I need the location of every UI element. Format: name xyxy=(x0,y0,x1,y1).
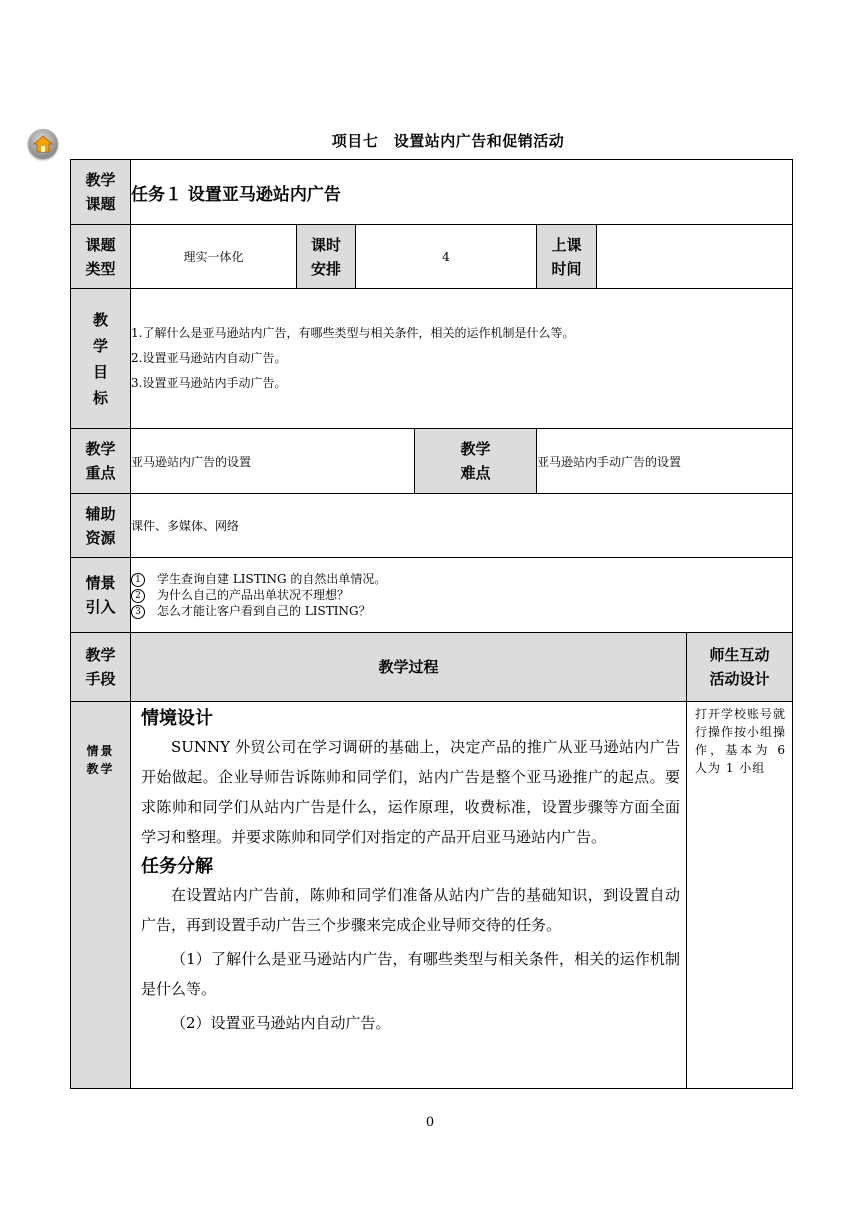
topic-value: 任务１ 设置亚马逊站内广告 xyxy=(131,160,793,225)
step-1: （1）了解什么是亚马逊站内广告，有哪些类型与相关条件，相关的运作机制是什么等。 xyxy=(141,950,680,998)
goal-item: 1.了解什么是亚马逊站内广告，有哪些类型与相关条件，相关的运作机制是什么等。 xyxy=(131,326,575,340)
goal-item: 3.设置亚马逊站内手动广告。 xyxy=(131,376,287,390)
method-header: 教学 手段 xyxy=(71,633,131,702)
intro-label: 情景 引入 xyxy=(71,558,131,633)
time-label: 上课 时间 xyxy=(537,225,597,289)
focus-label: 教学 重点 xyxy=(71,429,131,494)
method-value: 情景 教学 xyxy=(71,702,131,1089)
intro-item: 1 学生查询自建 LISTING 的自然出单情况。 xyxy=(131,571,792,587)
circled-number: 2 xyxy=(131,589,145,603)
intro-item: 2 为什么自己的产品出单状况不理想？ xyxy=(131,587,792,603)
process-header: 教学过程 xyxy=(131,633,687,702)
time-value xyxy=(597,225,793,289)
resources-label: 辅助 资源 xyxy=(71,494,131,558)
page-number: 0 xyxy=(425,1115,435,1130)
goal-item: 2.设置亚马逊站内自动广告。 xyxy=(131,351,287,365)
intro-item: 3 怎么才能让客户看到自己的 LISTING？ xyxy=(131,603,792,619)
hours-value: 4 xyxy=(356,225,537,289)
page-title: 项目七 设置站内广告和促销活动 xyxy=(331,132,565,150)
resources-value: 课件、多媒体、网络 xyxy=(131,494,793,558)
lesson-table xyxy=(70,159,793,1089)
type-label: 课题 类型 xyxy=(71,225,131,289)
lesson-plan xyxy=(70,159,792,1089)
hours-label: 课时 安排 xyxy=(297,225,356,289)
difficulty-value: 亚马逊站内手动广告的设置 xyxy=(537,429,793,494)
process-content xyxy=(131,702,687,1089)
goals-list xyxy=(131,289,793,429)
type-value: 理实一体化 xyxy=(131,225,297,289)
scenario-text: SUNNY 外贸公司在学习调研的基础上，决定产品的推广从亚马逊站内广告开始做起。企业导师告诉陈帅和同学们，站内广告是整个亚马逊推广的起点。要求陈帅和同学们从站内广告是什么，运作原理，收费标准，设置步骤等方面全面学习和整理。并要求陈帅和同学们对指定的产品开启亚马逊站内广告。 xyxy=(141,738,680,846)
scenario-title: 情境设计 xyxy=(141,708,213,729)
intro-list xyxy=(131,558,793,633)
circled-number: 3 xyxy=(131,605,145,619)
breakdown-title: 任务分解 xyxy=(141,856,213,877)
topic-label: 教学 课题 xyxy=(71,160,131,225)
step-2: （2）设置亚马逊站内自动广告。 xyxy=(171,1014,391,1032)
breakdown-text: 在设置站内广告前，陈帅和同学们准备从站内广告的基础知识，到设置自动广告，再到设置手动广告三个步骤来完成企业导师交待的任务。 xyxy=(141,886,680,934)
goals-label: 教 学 目 标 xyxy=(71,289,131,429)
focus-value: 亚马逊站内广告的设置 xyxy=(131,429,415,494)
difficulty-label: 教学 难点 xyxy=(415,429,537,494)
circled-number: 1 xyxy=(131,573,145,587)
activity-value: 打开学校账号就行操作按小组操作，基本为 6 人为 1 小组 xyxy=(687,702,793,1089)
activity-header: 师生互动 活动设计 xyxy=(687,633,793,702)
